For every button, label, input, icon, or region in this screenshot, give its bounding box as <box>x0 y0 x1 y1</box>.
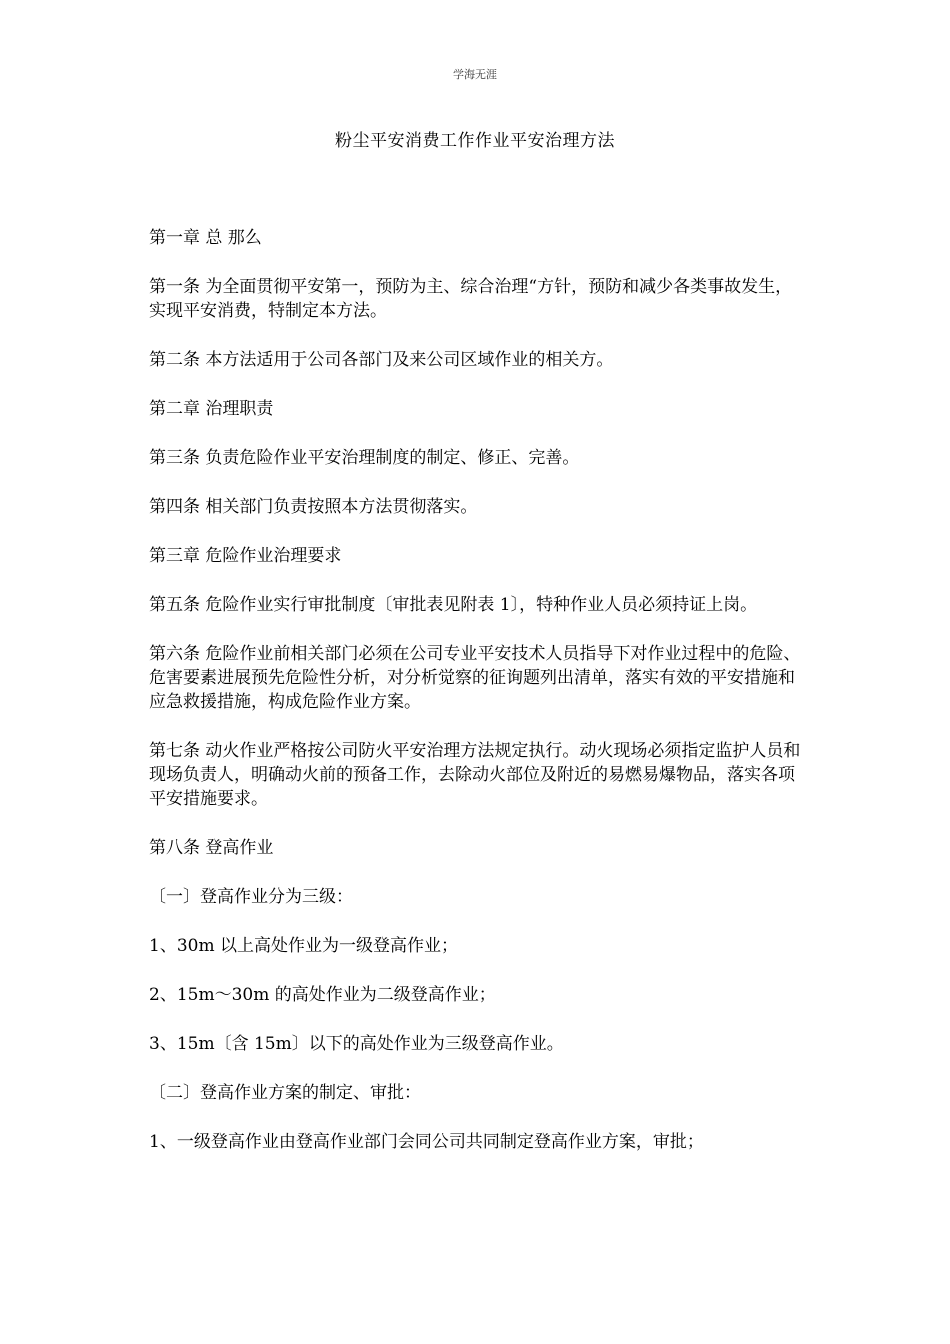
article-paragraph: 第一条 为全面贯彻平安第一，预防为主、综合治理“方针，预防和减少各类事故发生，实现平安消费，特制定本方法。 <box>149 277 793 321</box>
list-item: 1、30m 以上高处作业为一级登高作业； <box>149 936 458 956</box>
list-item: 1、一级登高作业由登高作业部门会同公司共同制定登高作业方案，审批； <box>149 1132 704 1152</box>
article-paragraph: 第七条 动火作业严格按公司防火平安治理方法规定执行。动火现场必须指定监护人员和现场负责人，明确动火前的预备工作，去除动火部位及附近的易燃易爆物品，落实各项平安措施要求。 <box>149 741 801 809</box>
document-title: 粉尘平安消费工作作业平安治理方法 <box>335 131 615 151</box>
article-paragraph: 第六条 危险作业前相关部门必须在公司专业平安技术人员指导下对作业过程中的危险、危害要素进展预先危险性分析，对分析觉察的征询题列出清单，落实有效的平安措施和应急救援措施，构成危险作业方案。 <box>149 644 801 712</box>
sub-section-heading: 〔一〕登高作业分为三级： <box>149 887 353 907</box>
chapter-heading: 第二章 治理职责 <box>149 399 274 419</box>
sub-section-heading: 〔二〕登高作业方案的制定、审批： <box>149 1083 421 1103</box>
list-item: 2、15m～30m 的高处作业为二级登高作业； <box>149 985 496 1005</box>
chapter-heading: 第三章 危险作业治理要求 <box>149 546 342 566</box>
list-item: 3、15m〔含 15m〕以下的高处作业为三级登高作业。 <box>149 1034 564 1054</box>
article-paragraph: 第二条 本方法适用于公司各部门及来公司区域作业的相关方。 <box>149 350 614 370</box>
article-paragraph: 第四条 相关部门负责按照本方法贯彻落实。 <box>149 497 478 517</box>
article-paragraph: 第八条 登高作业 <box>149 838 274 858</box>
document-body <box>149 226 805 1179</box>
article-paragraph: 第五条 危险作业实行审批制度〔审批表见附表 1〕，特种作业人员必须持证上岗。 <box>149 595 758 615</box>
chapter-heading: 第一章 总 那么 <box>149 228 262 248</box>
page-header: 学海无涯 <box>453 68 497 81</box>
article-paragraph: 第三条 负责危险作业平安治理制度的制定、修正、完善。 <box>149 448 580 468</box>
